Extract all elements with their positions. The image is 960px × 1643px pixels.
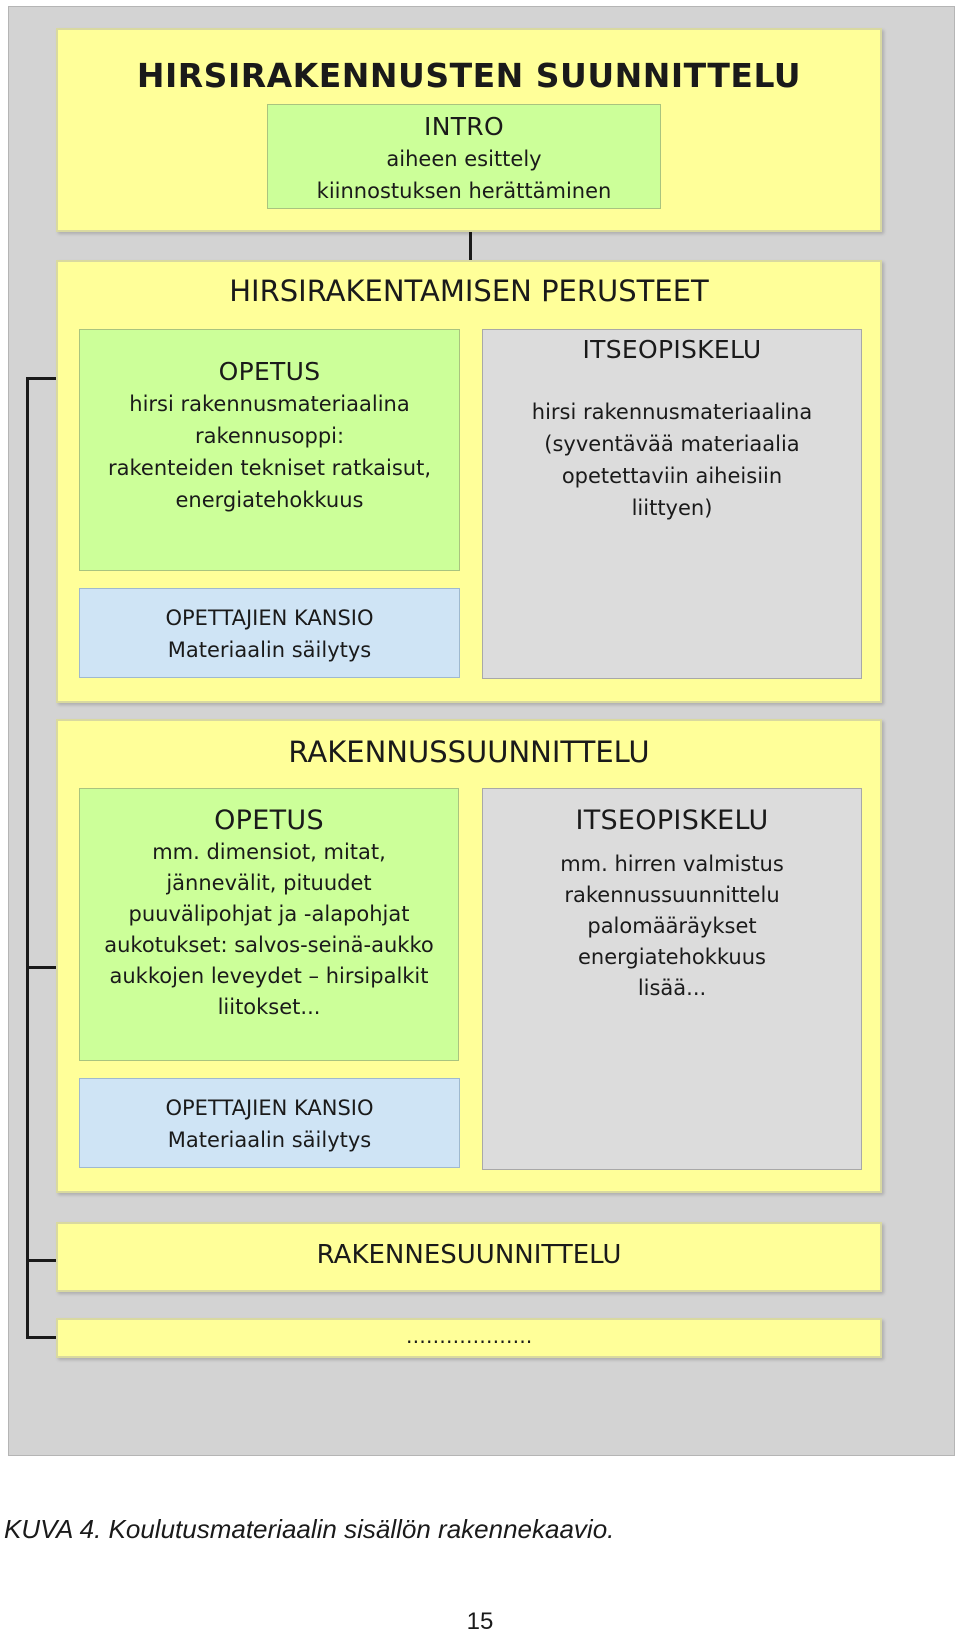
design-teaching-box (79, 788, 459, 1061)
design-self-study-line: palomääräykset (587, 914, 757, 938)
page-number: 15 (466, 1608, 494, 1635)
intro-title: INTRO (424, 112, 504, 141)
connector-intro-to-basics (469, 232, 472, 262)
basics-folder-title: OPETTAJIEN KANSIO (165, 606, 374, 630)
section-basics-title: HIRSIRAKENTAMISEN PERUSTEET (229, 274, 709, 308)
figure-caption: KUVA 4. Koulutusmateriaalin sisällön rakennekaavio. (4, 1514, 615, 1544)
diagram-title: HIRSIRAKENNUSTEN SUUNNITTELU (136, 56, 802, 95)
design-folder-line: Materiaalin säilytys (167, 1128, 372, 1152)
intro-box (267, 104, 661, 209)
design-folder-title: OPETTAJIEN KANSIO (165, 1096, 374, 1120)
design-teaching-line: liitokset... (217, 995, 321, 1019)
basics-teaching-line: rakenteiden tekniset ratkaisut, (108, 456, 431, 480)
intro-line: aiheen esittely (386, 147, 542, 171)
basics-folder-line: Materiaalin säilytys (167, 638, 372, 662)
basics-self-study-box (482, 329, 862, 679)
basics-teaching-box (79, 329, 460, 571)
basics-self-study-line: opetettaviin aiheisiin (561, 464, 783, 488)
design-self-study-box (482, 788, 862, 1170)
design-self-study-title: ITSEOPISKELU (575, 805, 769, 836)
spine-branch-structural (26, 1259, 58, 1262)
design-teaching-line: aukkojen leveydet – hirsipalkit (109, 964, 429, 988)
design-self-study-line: lisää... (637, 976, 707, 1000)
spine-branch-design (26, 966, 57, 969)
section-more-title: ………………. (405, 1324, 533, 1348)
basics-self-study-line: liittyen) (631, 496, 713, 520)
design-self-study-line: energiatehokkuus (578, 945, 766, 969)
design-teaching-line: mm. dimensiot, mitat, (152, 840, 386, 864)
design-teaching-title: OPETUS (214, 805, 324, 836)
design-teaching-line: puuvälipohjat ja -alapohjat (128, 902, 410, 926)
basics-teaching-line: energiatehokkuus (175, 488, 364, 512)
basics-teaching-title: OPETUS (218, 357, 321, 386)
basics-self-study-title: ITSEOPISKELU (582, 335, 762, 364)
section-structural-design (56, 1222, 882, 1292)
spine-branch-basics (26, 377, 57, 380)
design-teaching-line: jännevälit, pituudet (166, 871, 372, 895)
basics-self-study-line: (syventävää materiaalia (544, 432, 800, 456)
design-teacher-folder-box (79, 1078, 460, 1168)
design-self-study-line: rakennussuunnittelu (564, 883, 780, 907)
left-spine-line (26, 377, 29, 1338)
basics-teacher-folder-box (79, 588, 460, 678)
section-more (56, 1318, 882, 1358)
section-design-title: RAKENNUSSUUNNITTELU (288, 735, 650, 769)
design-self-study-line: mm. hirren valmistus (560, 852, 784, 876)
basics-teaching-line: hirsi rakennusmateriaalina (129, 392, 410, 416)
intro-line: kiinnostuksen herättäminen (316, 179, 612, 203)
design-teaching-line: aukotukset: salvos-seinä-aukko (104, 933, 434, 957)
basics-self-study-line: hirsi rakennusmateriaalina (531, 400, 813, 424)
spine-branch-more (26, 1336, 58, 1339)
section-structural-title: RAKENNESUUNNITTELU (316, 1240, 622, 1270)
basics-teaching-line: rakennusoppi: (194, 424, 345, 448)
